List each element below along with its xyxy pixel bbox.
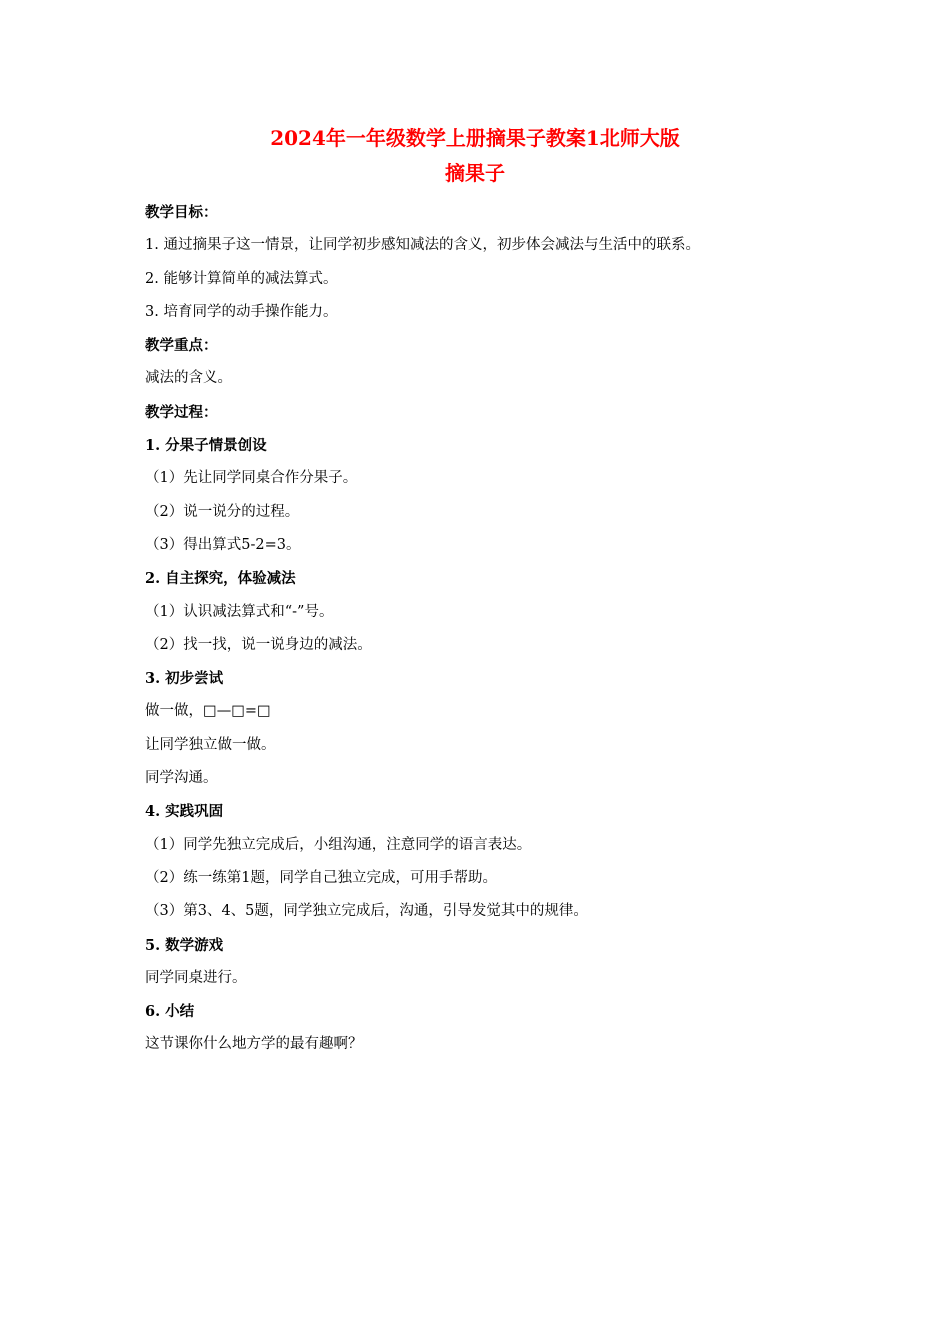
section-heading: 4. 实践巩固 [145, 803, 224, 821]
section-heading: 6. 小结 [145, 1003, 195, 1021]
paragraph-line: 同学沟通。 [145, 770, 218, 787]
paragraph-line: （2）找一找，说一说身边的减法。 [145, 636, 372, 653]
paragraph-line: （2）说一说分的过程。 [145, 503, 300, 520]
section-heading: 3. 初步尝试 [145, 670, 224, 688]
paragraph-line: 做一做，□—□=□ [145, 703, 271, 720]
section-heading: 教学过程： [145, 403, 218, 421]
document-body [145, 196, 845, 1062]
paragraph-line: （1）认识减法算式和“-”号。 [145, 603, 334, 620]
section-heading: 教学目标： [145, 204, 218, 221]
paragraph-line: （3）第3、4、5题，同学独立完成后，沟通，引导发觉其中的规律。 [145, 903, 588, 920]
paragraph-line: （1）同学先独立完成后，小组沟通，注意同学的语言表达。 [145, 836, 532, 853]
section-heading: 1. 分果子情景创设 [145, 437, 267, 455]
paragraph-line: 同学同桌进行。 [145, 969, 247, 986]
paragraph-line: （3）得出算式5-2=3。 [145, 536, 301, 553]
paragraph-line: 1. 通过摘果子这一情景，让同学初步感知减法的含义，初步体会减法与生活中的联系。 [145, 237, 700, 254]
paragraph-line: 让同学独立做一做。 [145, 736, 276, 753]
section-heading: 教学重点： [145, 337, 218, 355]
paragraph-line: 减法的含义。 [145, 370, 232, 387]
paragraph-line: 这节课你什么地方学的最有趣啊？ [145, 1036, 363, 1053]
section-heading: 2. 自主探究，体验减法 [145, 570, 296, 588]
document-subtitle: 摘果子 [445, 161, 505, 185]
paragraph-line: 3. 培育同学的动手操作能力。 [145, 303, 338, 320]
paragraph-line: （1）先让同学同桌合作分果子。 [145, 470, 358, 487]
document-title: 2024年一年级数学上册摘果子教案1北师大版 [270, 126, 680, 150]
section-heading: 5. 数学游戏 [145, 936, 224, 954]
paragraph-line: （2）练一练第1题，同学自己独立完成，可用手帮助。 [145, 869, 497, 886]
paragraph-line: 2. 能够计算简单的减法算式。 [145, 270, 338, 287]
